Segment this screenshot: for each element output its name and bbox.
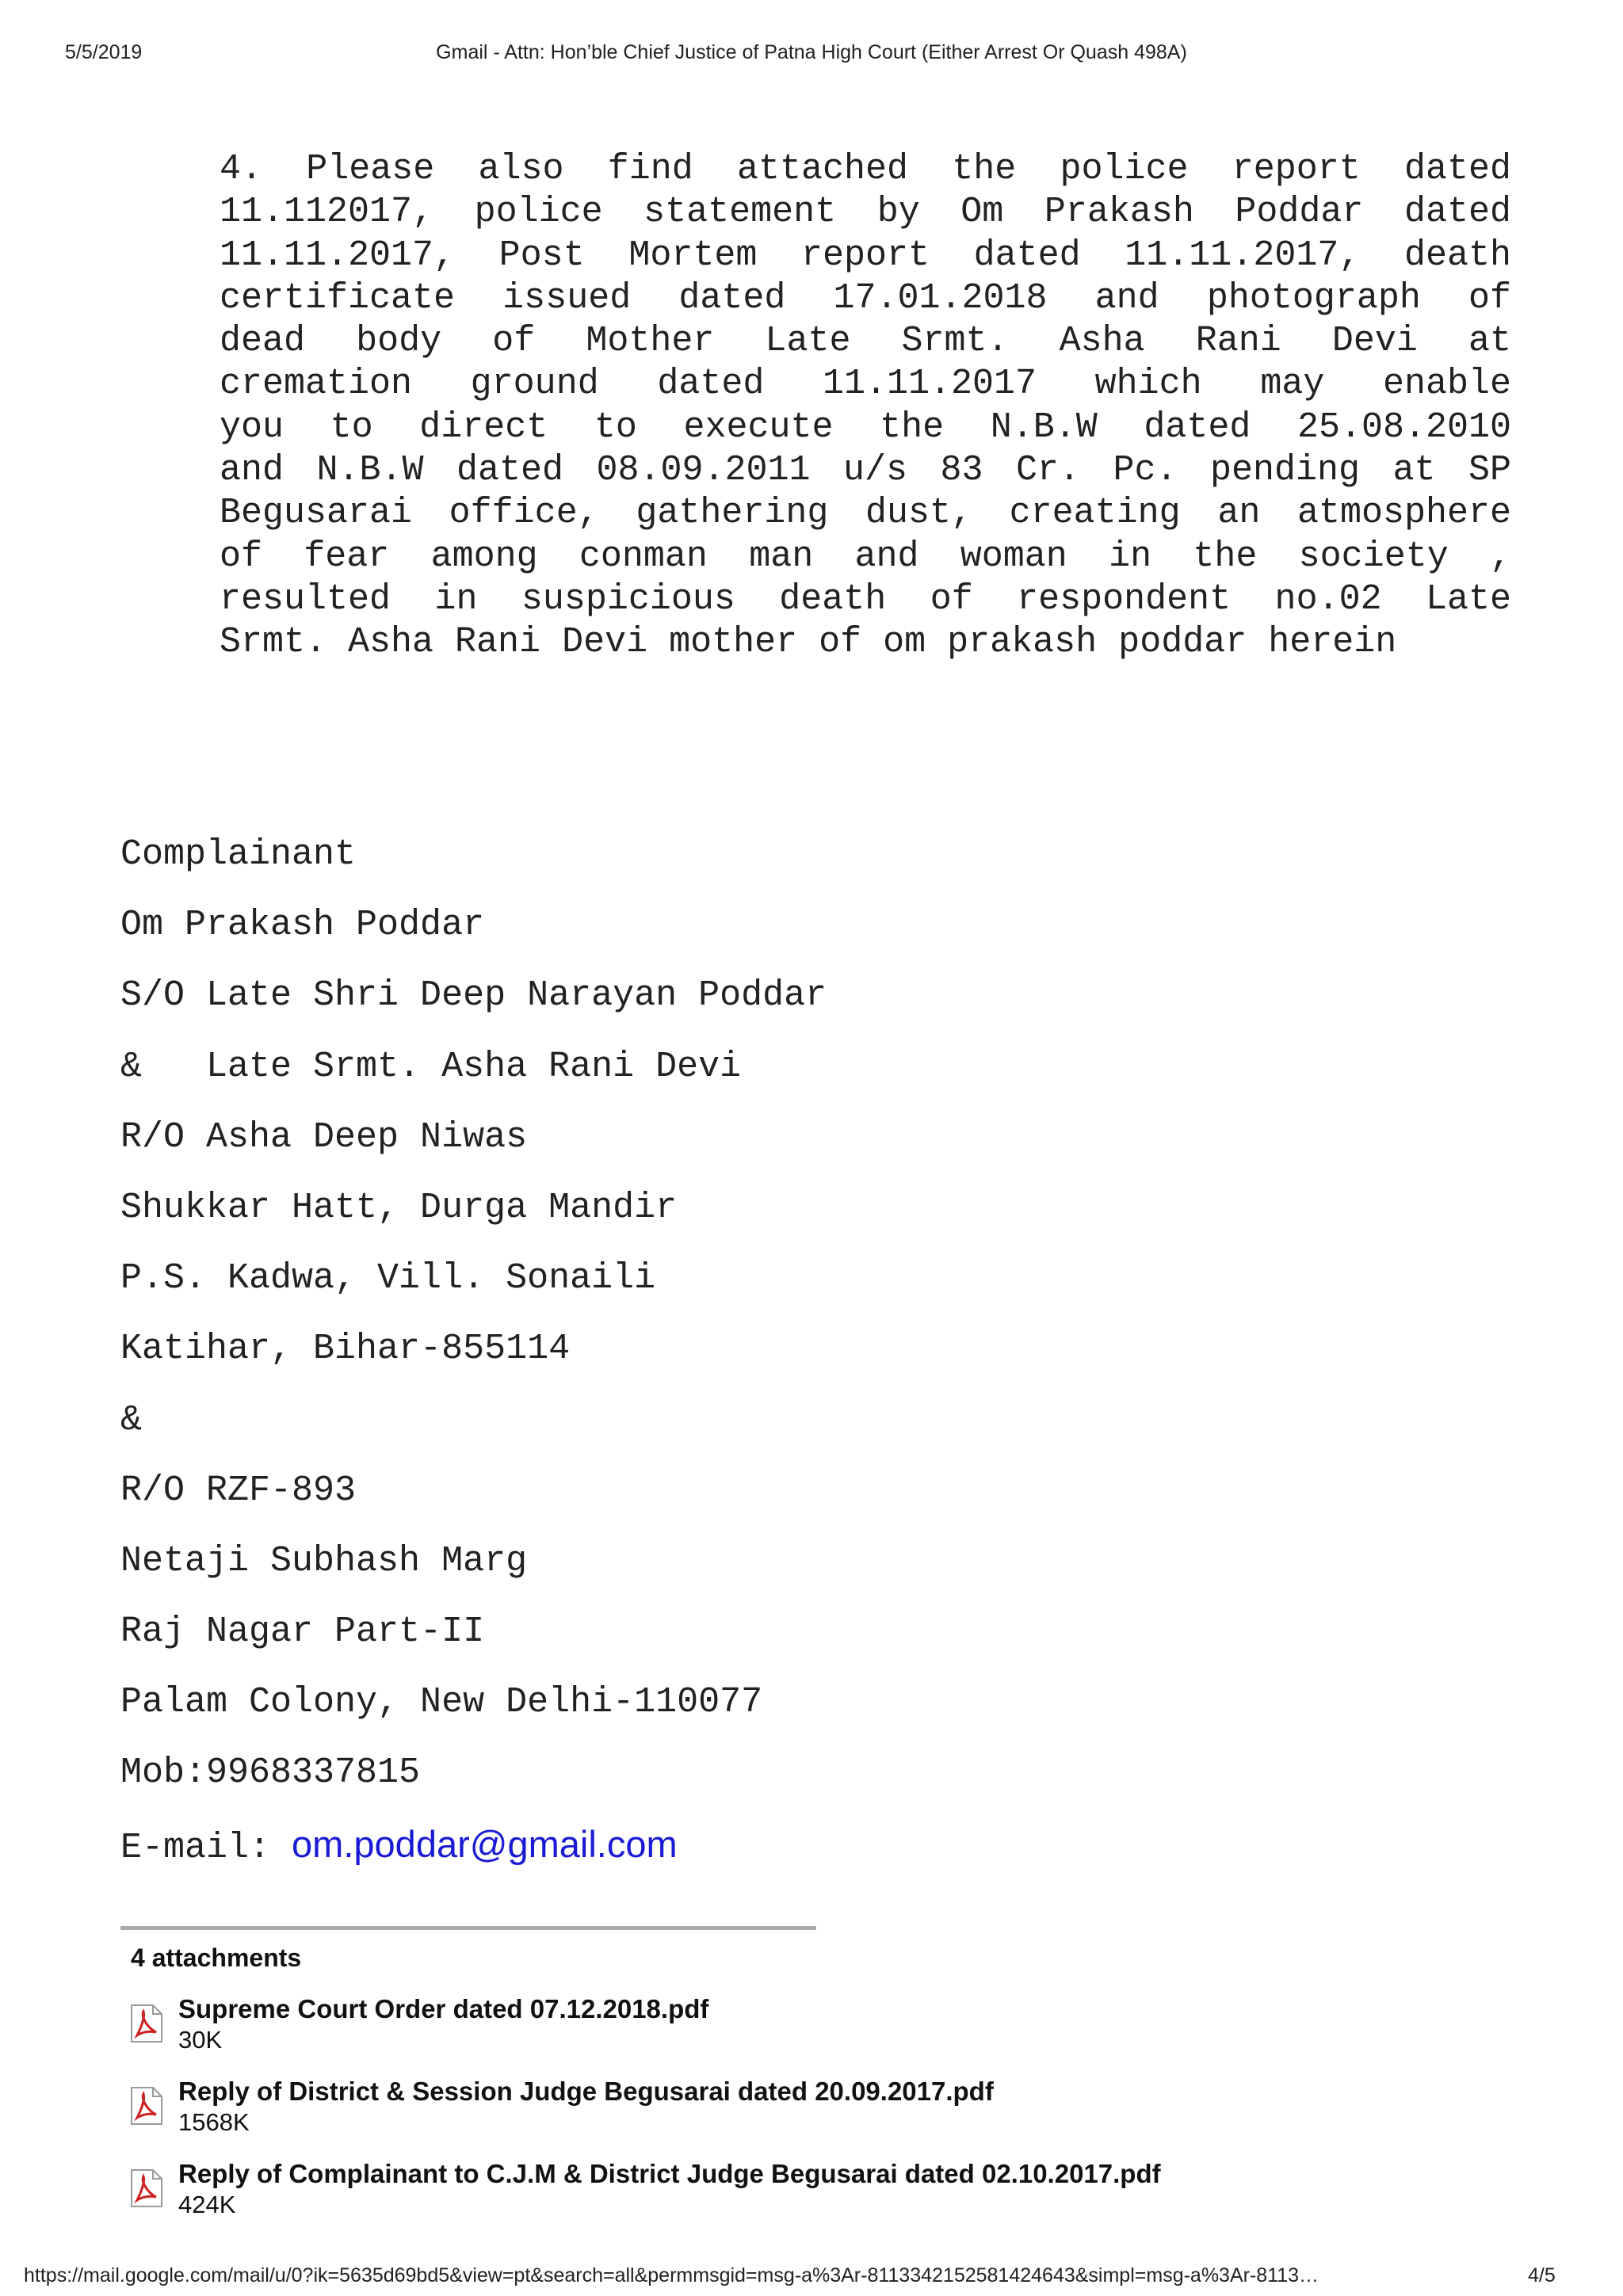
address-line: Katihar, Bihar-855114 (120, 1329, 571, 1370)
address-line: Palam Colony, New Delhi-110077 (120, 1682, 763, 1723)
paragraph-line: resulted in suspicious death of respondent no.02 Late (220, 578, 1511, 620)
page-number: 4/5 (1528, 2264, 1556, 2286)
email-link[interactable]: om.poddar@gmail.com (292, 1822, 678, 1865)
paragraph-line: cremation ground dated 11.11.2017 which may enable (220, 364, 1511, 405)
attachment-name[interactable]: Supreme Court Order dated 07.12.2018.pdf (178, 1994, 709, 2023)
attachment-name[interactable]: Reply of Complainant to C.J.M & District Judge Begusarai dated 02.10.2017.pdf (178, 2159, 1161, 2188)
paragraph-line: Srmt. Asha Rani Devi mother of om prakash poddar herein (220, 622, 1397, 663)
attachment-size: 1568K (178, 2108, 250, 2136)
pdf-icon (129, 2004, 164, 2043)
complainant-address-block (120, 834, 827, 1894)
attachment-size: 30K (178, 2026, 223, 2054)
page-title: Gmail - Attn: Hon’ble Chief Justice of Patna High Court (Either Arrest Or Quash 498A) (436, 41, 1187, 63)
address-line: & Late Srmt. Asha Rani Devi (120, 1046, 742, 1087)
address-line: Om Prakash Poddar (120, 905, 485, 946)
attachments-divider (120, 1926, 816, 1930)
paragraph-line: Begusarai office, gathering dust, creating an atmosphere (220, 493, 1511, 534)
address-line: Netaji Subhash Marg (120, 1540, 528, 1581)
address-line: P.S. Kadwa, Vill. Sonaili (120, 1258, 656, 1299)
paragraph-line: you to direct to execute the N.B.W dated 25.08.2010 (220, 406, 1511, 448)
paragraph-line: 4. Please also find attached the police report dated (220, 149, 1511, 189)
paragraph-line: of fear among conman man and woman in the society , (220, 536, 1511, 577)
attachment-name[interactable]: Reply of District & Session Judge Begusarai dated 20.09.2017.pdf (178, 2077, 994, 2106)
paragraph-line: certificate issued dated 17.01.2018 and photograph of (220, 277, 1511, 318)
paragraph-line: 11.112017, police statement by Om Prakash Poddar dated (220, 192, 1511, 233)
address-line: Raj Nagar Part-II (120, 1611, 485, 1653)
address-line: S/O Late Shri Deep Narayan Poddar (120, 975, 827, 1016)
address-line: R/O Asha Deep Niwas (120, 1116, 528, 1158)
address-line: Mob:9968337815 (120, 1753, 421, 1794)
paragraph-line: 11.11.2017, Post Mortem report dated 11.11.2017, death (220, 235, 1511, 276)
page-url: https://mail.google.com/mail/u/0?ik=5635d69bd5&view=pt&search=all&permmsgid=msg-a%3Ar-8113342152581424643&simpl=msg-a%3Ar-8113… (24, 2264, 1319, 2286)
attachments-heading: 4 attachments (131, 1943, 302, 1972)
email-line (120, 1824, 827, 1894)
pdf-icon (129, 2168, 164, 2208)
pdf-icon (129, 2086, 164, 2126)
address-line: Complainant (120, 834, 357, 875)
address-line: & (120, 1399, 143, 1440)
address-line: Shukkar Hatt, Durga Mandir (120, 1187, 678, 1228)
print-date: 5/5/2019 (65, 41, 143, 63)
body-paragraph (220, 148, 1511, 665)
paragraph-line: dead body of Mother Late Srmt. Asha Rani Devi at (220, 321, 1511, 362)
paragraph-line: and N.B.W dated 08.09.2011 u/s 83 Cr. Pc. pending at SP (220, 450, 1511, 491)
email-label: E-mail: (120, 1827, 292, 1868)
attachment-size: 424K (178, 2191, 236, 2218)
address-line: R/O RZF-893 (120, 1470, 357, 1511)
